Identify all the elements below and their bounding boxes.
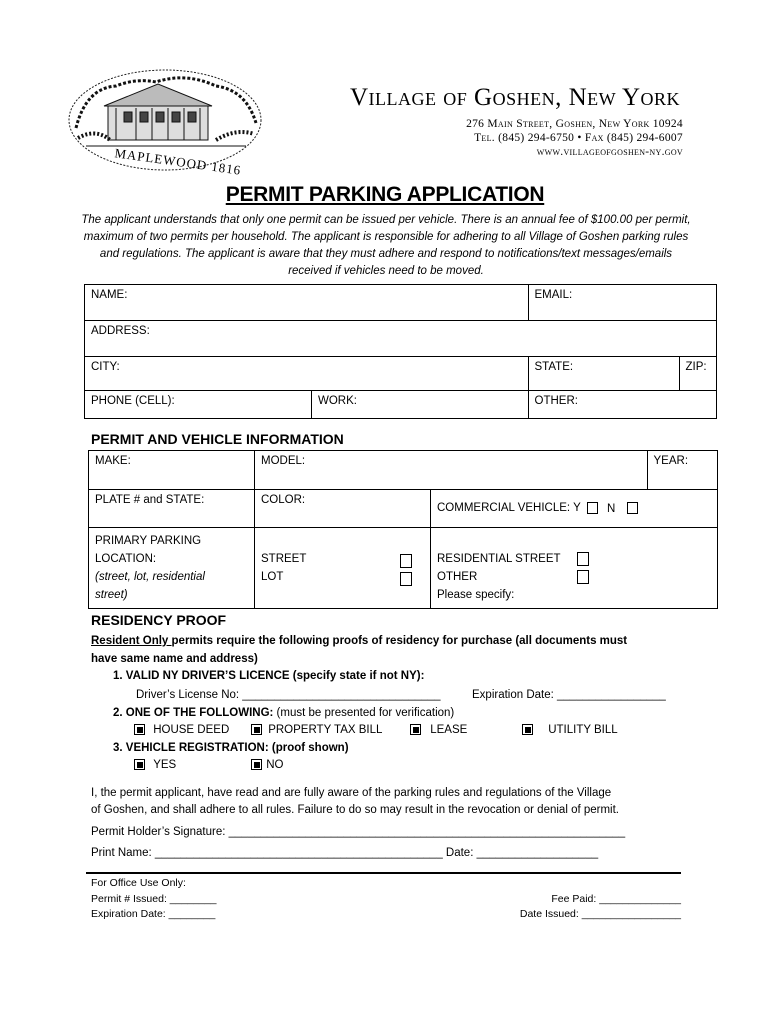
residency-intro-rest: permits require the following proofs of residency for purchase (all documents must	[171, 635, 628, 647]
zip-label: ZIP:	[685, 361, 707, 373]
residency-intro	[91, 633, 691, 650]
zip-field[interactable]	[679, 357, 716, 391]
plate-label: PLATE # and STATE:	[95, 494, 205, 506]
registration-yes-checkbox[interactable]	[134, 759, 145, 770]
primary-parking-label-1: PRIMARY PARKING	[95, 535, 202, 547]
work-label: WORK:	[318, 395, 357, 407]
other-location-checkbox[interactable]	[577, 570, 589, 584]
other-label: OTHER:	[534, 395, 578, 407]
residential-street-checkbox[interactable]	[577, 552, 589, 566]
item2-note: (must be presented for verification)	[273, 707, 455, 719]
property-tax-checkbox[interactable]	[251, 724, 262, 735]
house-deed-checkbox[interactable]	[134, 724, 145, 735]
color-label: COLOR:	[261, 494, 306, 506]
lease-option[interactable]	[410, 722, 467, 739]
declaration-line-2: of Goshen, and shall adhere to all rules. Failure to do so may result in the revocation or denial of permit.	[91, 804, 620, 816]
permit-issued-field[interactable]: Permit # Issued: ________	[91, 893, 217, 905]
primary-parking-label-cell	[89, 528, 255, 609]
house-deed-option[interactable]	[134, 722, 229, 739]
address-line-2: Tel. (845) 294-6750 • Fax (845) 294-6007	[474, 132, 683, 144]
registration-no-option[interactable]	[251, 757, 283, 774]
residency-section-heading: RESIDENCY PROOF	[91, 612, 227, 628]
other-phone-field[interactable]	[528, 391, 716, 419]
phone-cell-field[interactable]	[85, 391, 312, 419]
primary-parking-hint-2: street)	[95, 589, 128, 601]
village-name: Village of Goshen, New York	[350, 84, 681, 111]
lot-checkbox[interactable]	[400, 572, 412, 586]
registration-no-label: NO	[266, 759, 284, 771]
vehicle-section-heading: PERMIT AND VEHICLE INFORMATION	[91, 431, 344, 447]
commercial-yes-checkbox[interactable]	[587, 502, 598, 514]
street-checkbox[interactable]	[400, 554, 412, 568]
work-phone-field[interactable]	[312, 391, 529, 419]
commercial-n-label: N	[606, 502, 616, 515]
office-divider	[86, 872, 681, 874]
declaration-line-1: I, the permit applicant, have read and are fully aware of the parking rules and regulations of the Village	[91, 787, 612, 799]
item2-heading: 2. ONE OF THE FOLLOWING:	[113, 707, 274, 719]
fee-paid-field[interactable]: Fee Paid: ______________	[551, 893, 681, 905]
state-label: STATE:	[534, 361, 574, 373]
utility-bill-option[interactable]	[522, 722, 618, 739]
item-vehicle-registration: 3. VEHICLE REGISTRATION: (proof shown)	[113, 742, 349, 754]
residential-other-cell	[431, 528, 718, 609]
logo-caption: MAPLEWOOD 1816	[113, 145, 243, 178]
year-label: YEAR:	[653, 455, 689, 467]
lot-label: LOT	[261, 571, 284, 583]
lease-checkbox[interactable]	[410, 724, 421, 735]
page-title: PERMIT PARKING APPLICATION	[225, 183, 545, 206]
state-field[interactable]	[528, 357, 679, 391]
make-label: MAKE:	[95, 455, 131, 467]
make-field[interactable]	[89, 451, 255, 490]
registration-yes-option[interactable]	[134, 757, 176, 774]
phone-cell-label: PHONE (CELL):	[91, 395, 175, 407]
street-label: STREET	[261, 553, 307, 565]
item-one-of-following	[113, 705, 454, 722]
city-label: CITY:	[91, 361, 120, 373]
street-lot-cell	[255, 528, 431, 609]
registration-no-checkbox[interactable]	[251, 759, 262, 770]
office-use-heading: For Office Use Only:	[91, 877, 186, 889]
village-logo	[66, 68, 264, 184]
website: www.villageofgoshen-ny.gov	[536, 146, 683, 158]
property-tax-label: PROPERTY TAX BILL	[268, 724, 383, 736]
please-specify-label: Please specify:	[437, 589, 515, 601]
year-field[interactable]	[647, 451, 718, 490]
applicant-table	[84, 284, 717, 419]
commercial-vehicle-field	[431, 490, 718, 528]
color-field[interactable]	[255, 490, 431, 528]
signature-field[interactable]: Permit Holder’s Signature: ______________________________________________________________	[91, 826, 626, 838]
email-label: EMAIL:	[534, 289, 573, 301]
address-line-1: 276 Main Street, Goshen, New York 10924	[466, 118, 683, 130]
commercial-no-checkbox[interactable]	[627, 502, 638, 514]
name-label: NAME:	[91, 289, 128, 301]
primary-parking-label-2: LOCATION:	[95, 553, 157, 565]
expiration-date-field[interactable]: Expiration Date: _________________	[472, 689, 666, 701]
address-field[interactable]	[85, 321, 717, 357]
property-tax-option[interactable]	[251, 722, 382, 739]
vehicle-table	[88, 450, 718, 609]
city-field[interactable]	[85, 357, 529, 391]
primary-parking-hint-1: (street, lot, residential	[95, 571, 205, 583]
house-deed-label: HOUSE DEED	[153, 724, 230, 736]
email-field[interactable]	[528, 285, 716, 321]
residency-intro-line2: have same name and address)	[91, 653, 258, 665]
resident-only-text: Resident Only	[91, 635, 172, 647]
intro-text: The applicant understands that only one permit can be issued per vehicle. There is an annual fee of $100.00 per permit, maximum of two permits per household. The applicant is responsible for adhering to all Village of Goshen parking rules and regulations. The applicant is aware that they must adhere and respond to notifications/text messages/emails received if vehicles need to be moved.	[81, 214, 691, 277]
date-issued-field[interactable]: Date Issued: _________________	[519, 908, 681, 920]
utility-bill-checkbox[interactable]	[522, 724, 533, 735]
name-field[interactable]	[85, 285, 529, 321]
model-label: MODEL:	[261, 455, 306, 467]
commercial-label: COMMERCIAL VEHICLE: Y	[437, 502, 581, 515]
office-expiration-field[interactable]: Expiration Date: ________	[91, 908, 216, 920]
registration-yes-label: YES	[153, 759, 177, 771]
utility-bill-label: UTILITY BILL	[548, 724, 618, 736]
item-drivers-licence: 1. VALID NY DRIVER’S LICENCE (specify state if not NY):	[113, 670, 425, 682]
residential-street-label: RESIDENTIAL STREET	[437, 553, 561, 565]
address-label: ADDRESS:	[91, 325, 150, 337]
model-field[interactable]	[255, 451, 648, 490]
other-location-label: OTHER	[437, 571, 478, 583]
lease-label: LEASE	[430, 724, 468, 736]
drivers-license-number-field[interactable]: Driver’s License No: _______________________________	[136, 689, 441, 701]
plate-field[interactable]	[89, 490, 255, 528]
print-name-date-field[interactable]: Print Name: _____________________________________________ Date: ___________________	[91, 847, 599, 859]
